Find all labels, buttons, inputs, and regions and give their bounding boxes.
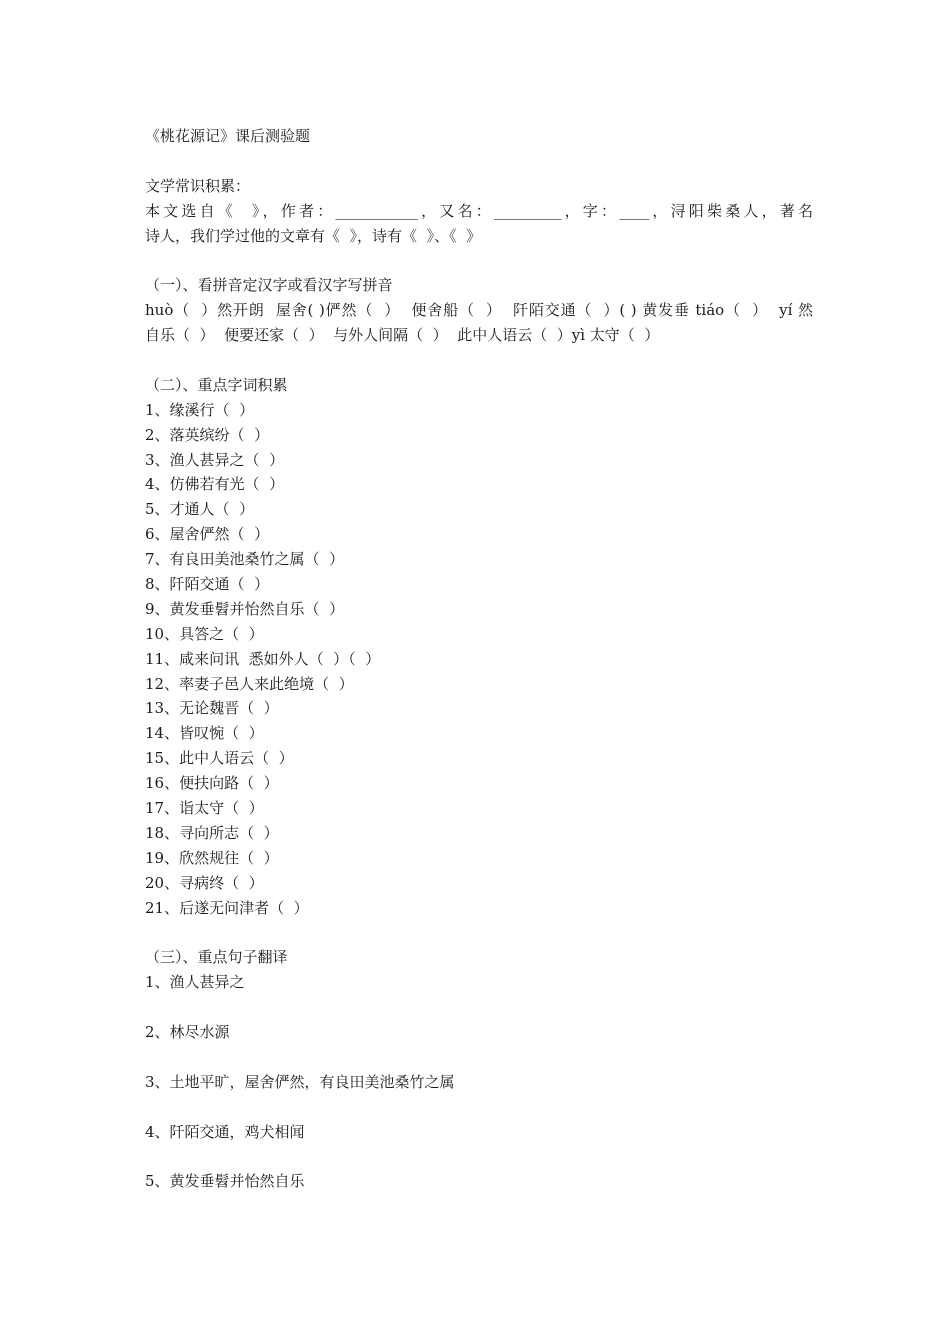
list-item: 3、土地平旷，屋舍俨然，有良田美池桑竹之属 xyxy=(145,1072,455,1091)
list-item: 17、诣太守（ ） xyxy=(145,799,264,818)
section3-heading: （三）、重点句子翻译 xyxy=(145,948,288,967)
list-item: 14、皆叹惋（ ） xyxy=(145,724,264,743)
section1-line-1: huò（ ）然开朗 屋舍( )俨然（ ） 便舍船（ ） 阡陌交通（ ）( ) 黄发垂 tiáo（ ） yí 然 xyxy=(145,301,813,320)
translation-list xyxy=(145,970,813,1194)
list-item: 2、落英缤纷（ ） xyxy=(145,425,270,444)
list-item: 21、后遂无问津者（ ） xyxy=(145,898,309,917)
literature-line-1: 本文选自《 》，作者：___________，又名：_________，字：____，浔阳柴桑人，著名 xyxy=(145,201,813,220)
list-item: 19、欣然规往（ ） xyxy=(145,848,279,867)
list-item: 16、便扶向路（ ） xyxy=(145,774,279,793)
list-item: 6、屋舍俨然（ ） xyxy=(145,525,270,544)
literature-heading: 文学常识积累： xyxy=(145,176,251,195)
list-item: 4、仿佛若有光（ ） xyxy=(145,475,285,494)
document-body xyxy=(145,124,813,1194)
section2-heading: （二）、重点字词积累 xyxy=(145,375,288,394)
list-item: 2、林尽水源 xyxy=(145,1023,230,1042)
list-item: 20、寻病终（ ） xyxy=(145,873,264,892)
list-item: 7、有良田美池桑竹之属（ ） xyxy=(145,550,345,569)
list-item: 5、黄发垂髫并怡然自乐 xyxy=(145,1172,305,1191)
list-item: 15、此中人语云（ ） xyxy=(145,749,294,768)
list-item: 3、渔人甚异之（ ） xyxy=(145,450,285,469)
section1-line-2: 自乐（ ） 便要还家（ ） 与外人间隔（ ） 此中人语云（ ）yì 太守（ ） xyxy=(145,326,660,345)
literature-line-2: 诗人，我们学过他的文章有《 》，诗有《 》、《 》 xyxy=(145,226,482,245)
list-item: 9、黄发垂髫并怡然自乐（ ） xyxy=(145,599,345,618)
vocab-list xyxy=(145,398,813,921)
page-title: 《桃花源记》课后测验题 xyxy=(145,127,311,145)
list-item: 11、咸来问讯 悉如外人（ ）（ ） xyxy=(145,649,381,668)
list-item: 12、率妻子邑人来此绝境（ ） xyxy=(145,674,354,693)
list-item: 5、才通人（ ） xyxy=(145,500,255,519)
section1-heading: （一）、看拼音定汉字或看汉字写拼音 xyxy=(145,276,393,295)
list-item: 4、阡陌交通，鸡犬相闻 xyxy=(145,1122,305,1141)
list-item: 10、具答之（ ） xyxy=(145,624,264,643)
list-item: 18、寻向所志（ ） xyxy=(145,823,279,842)
list-item: 8、阡陌交通（ ） xyxy=(145,575,270,594)
list-item: 1、渔人甚异之 xyxy=(145,973,245,992)
list-item: 13、无论魏晋（ ） xyxy=(145,699,279,718)
list-item: 1、缘溪行（ ） xyxy=(145,400,255,419)
